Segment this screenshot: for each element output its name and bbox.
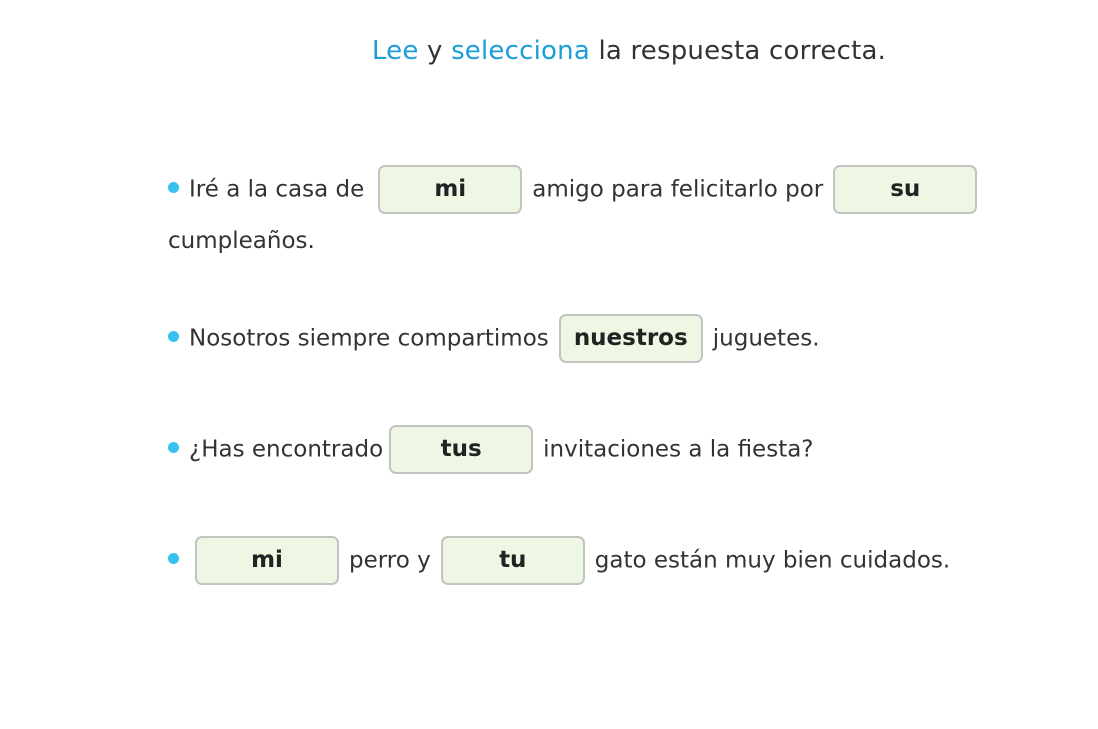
answer-box-1b[interactable]: su: [833, 165, 977, 214]
title-lee: Lee: [371, 36, 419, 66]
sentence-3: [168, 424, 814, 475]
sentence-4-text-2: gato están muy bien cuidados.: [594, 547, 951, 574]
sentence-4-text-1: perro y: [349, 547, 431, 574]
sentence-2-text-2: juguetes.: [712, 325, 820, 352]
instruction-title: [0, 36, 1098, 66]
answer-box-4b[interactable]: tu: [441, 536, 585, 585]
sentence-2-text-1: Nosotros siempre compartimos: [189, 325, 549, 352]
bullet-icon: [168, 182, 179, 193]
title-selecciona: selecciona: [451, 36, 590, 66]
answer-box-4a[interactable]: mi: [195, 536, 339, 585]
sentence-1-text-2: amigo para felicitarlo por: [532, 176, 824, 203]
answer-box-1a[interactable]: mi: [378, 165, 522, 214]
answer-box-2[interactable]: nuestros: [559, 314, 703, 363]
bullet-icon: [168, 331, 179, 342]
sentence-4: [168, 535, 950, 586]
bullet-icon: [168, 553, 179, 564]
title-rest: la respuesta correcta.: [598, 36, 887, 66]
answer-box-3[interactable]: tus: [389, 425, 533, 474]
bullet-icon: [168, 442, 179, 453]
sentence-2: [168, 313, 820, 364]
sentence-3-text-1: ¿Has encontrado: [189, 436, 384, 463]
sentence-1-text-1: Iré a la casa de: [189, 176, 365, 203]
title-y: y: [427, 36, 443, 66]
sentence-1-text-3: cumpleaños.: [168, 228, 315, 254]
sentence-1: [168, 164, 987, 215]
sentence-3-text-2: invitaciones a la fiesta?: [543, 436, 814, 463]
